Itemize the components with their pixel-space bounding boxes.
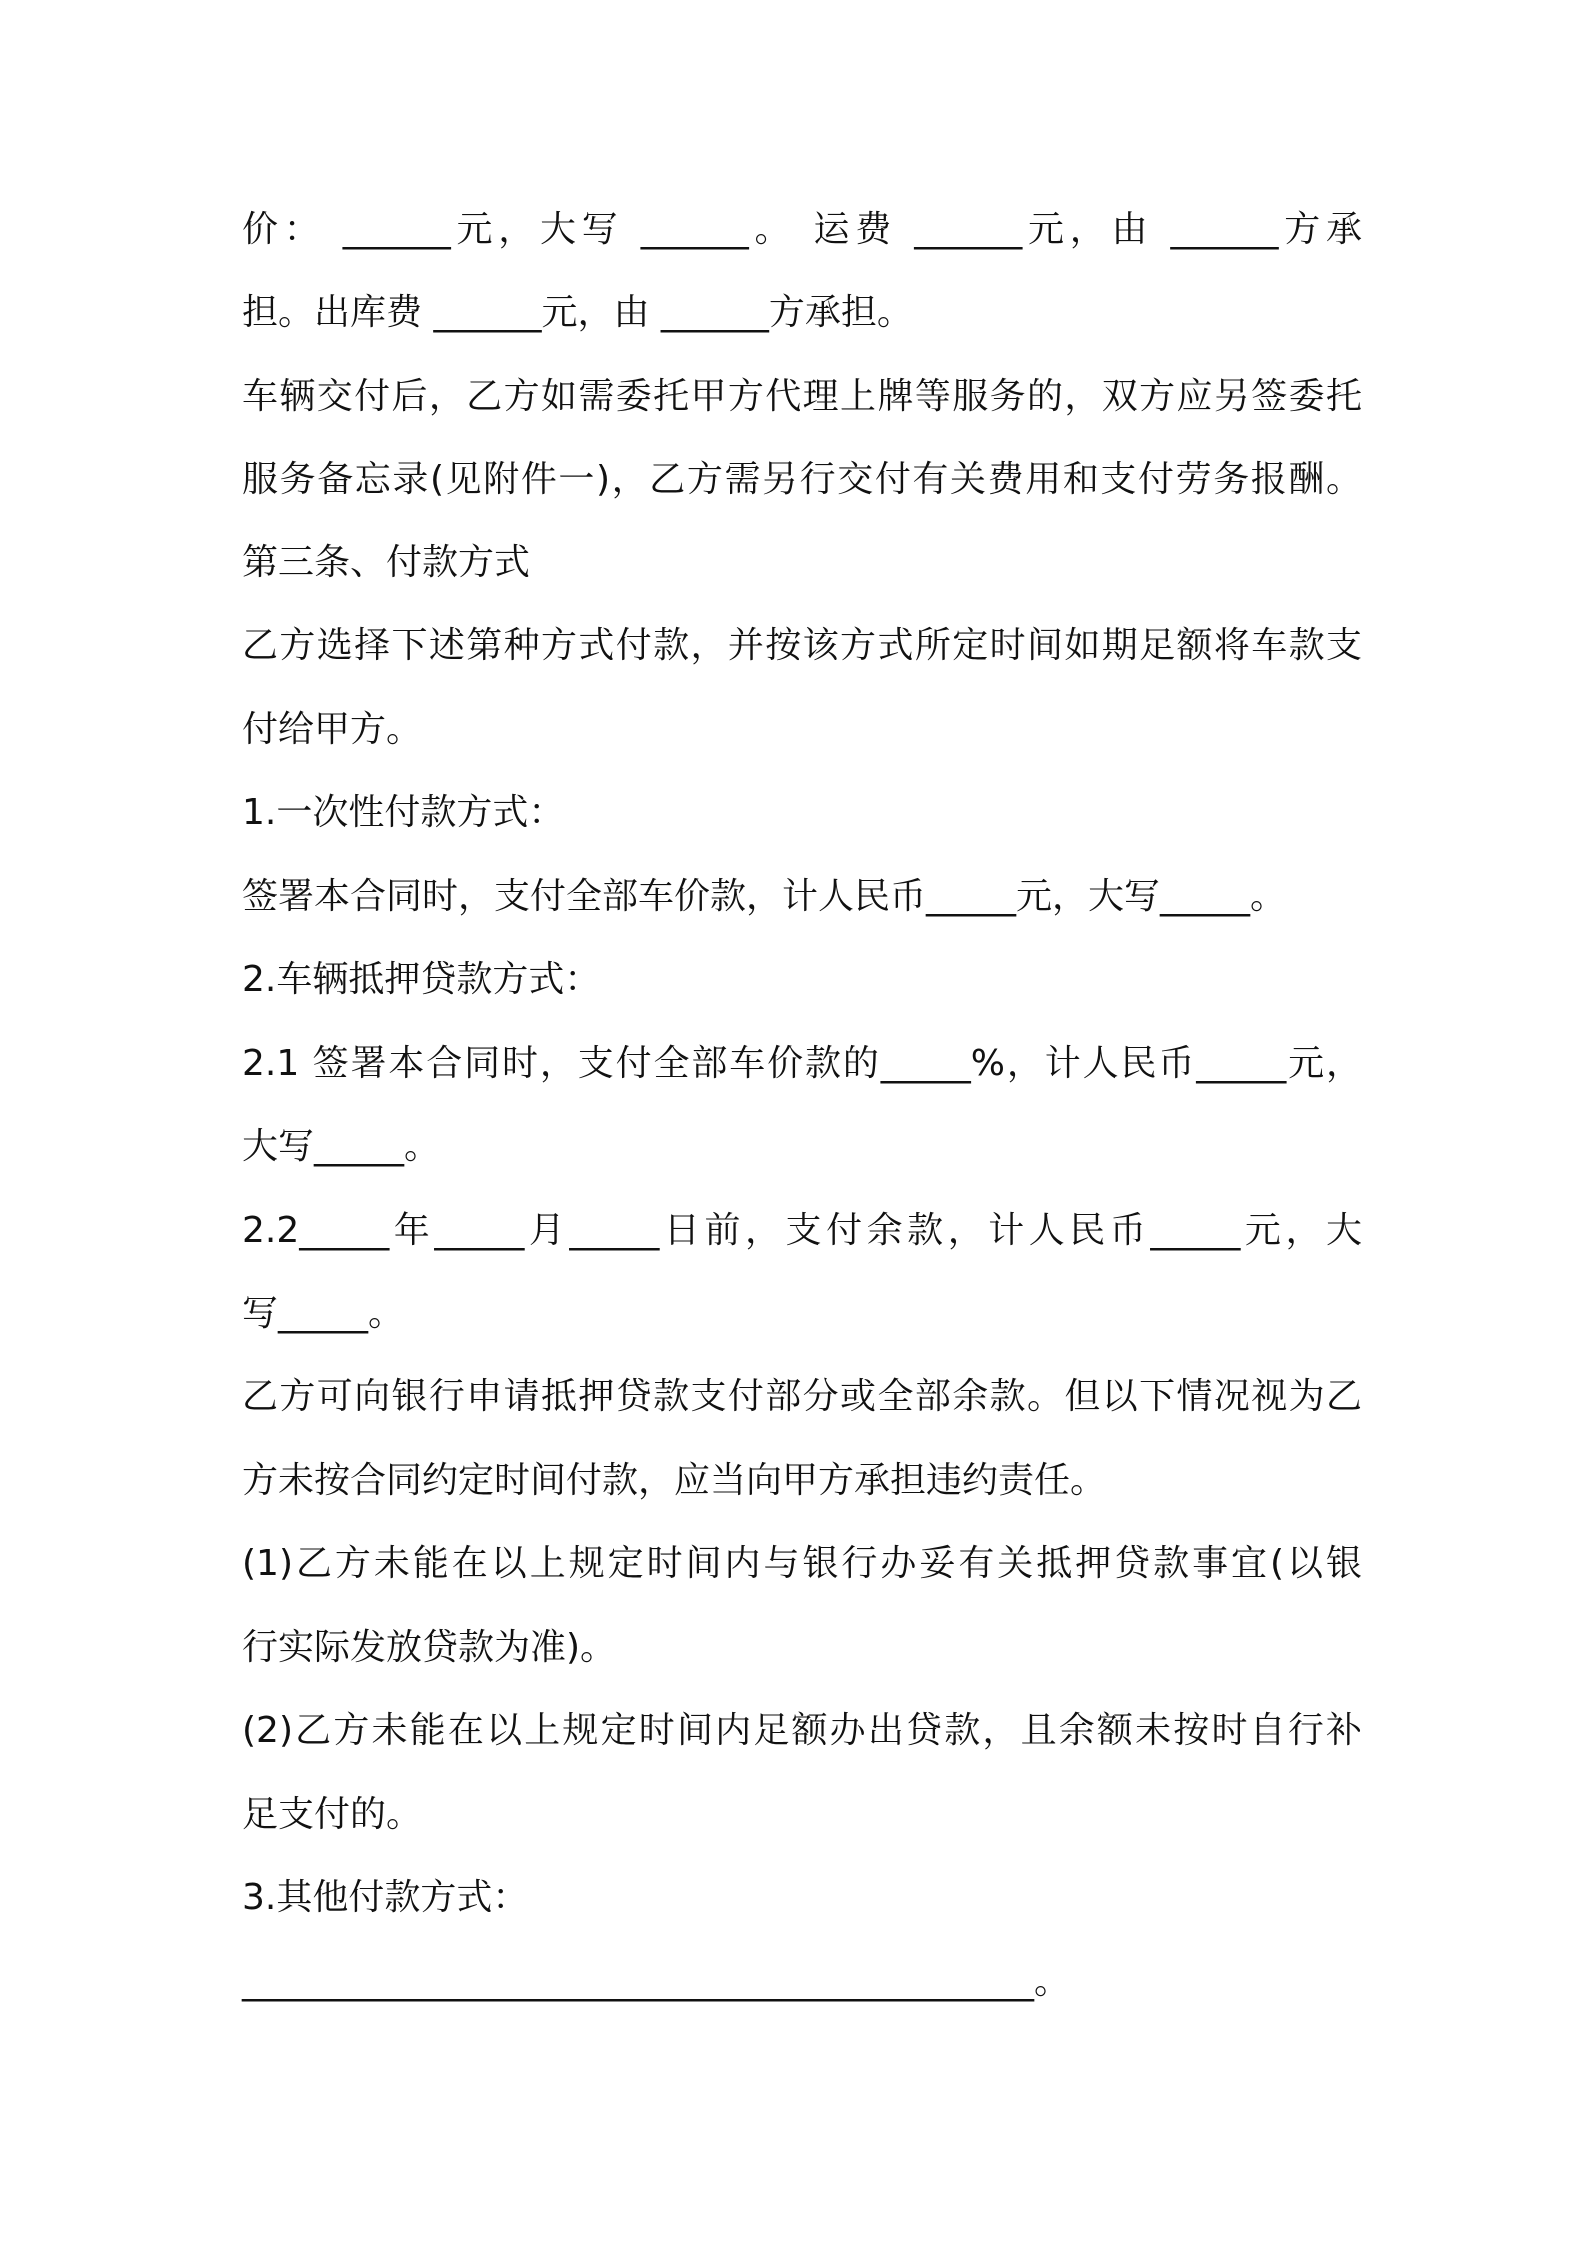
- text-line-3: 车辆交付后，乙方如需委托甲方代理上牌等服务的，双方应另签委托: [242, 376, 1362, 417]
- text-line-2: 担。出库费 ______元，由 ______方承担。: [242, 292, 913, 333]
- section-heading: 第三条、付款方式: [242, 542, 531, 583]
- text-line-18: 行实际发放贷款为准)。: [242, 1627, 617, 1668]
- text-line-22: ____________________________________________。: [242, 1961, 1070, 2002]
- text-line-1: 价： ______元，大写 ______。 运费 ______元，由 ______方承: [242, 209, 1362, 250]
- text-line-11: 2.1 签署本合同时，支付全部车价款的_____%，计人民币_____元，: [242, 1043, 1362, 1084]
- text-line-16: 方未按合同约定时间付款，应当向甲方承担违约责任。: [242, 1460, 1107, 1501]
- text-line-20: 足支付的。: [242, 1794, 423, 1835]
- text-line-4: 服务备忘录(见附件一)，乙方需另行交付有关费用和支付劳务报酬。: [242, 459, 1362, 500]
- text-line-19: (2)乙方未能在以上规定时间内足额办出贷款，且余额未按时自行补: [242, 1710, 1362, 1751]
- text-line-7: 付给甲方。: [242, 709, 423, 750]
- text-line-9: 签署本合同时，支付全部车价款，计人民币_____元，大写_____。: [242, 876, 1287, 917]
- text-line-8: 1.一次性付款方式：: [242, 792, 565, 833]
- text-line-21: 3.其他付款方式：: [242, 1877, 529, 1918]
- text-line-6: 乙方选择下述第种方式付款，并按该方式所定时间如期足额将车款支: [242, 625, 1362, 666]
- text-line-12: 大写_____。: [242, 1126, 441, 1167]
- text-line-13: 2.2_____年_____月_____日前，支付余款，计人民币_____元，大: [242, 1210, 1362, 1251]
- text-line-14: 写_____。: [242, 1293, 405, 1334]
- text-line-15: 乙方可向银行申请抵押贷款支付部分或全部余款。但以下情况视为乙: [242, 1376, 1362, 1417]
- text-line-10: 2.车辆抵押贷款方式：: [242, 959, 601, 1000]
- text-line-17: (1)乙方未能在以上规定时间内与银行办妥有关抵押贷款事宜(以银: [242, 1543, 1362, 1584]
